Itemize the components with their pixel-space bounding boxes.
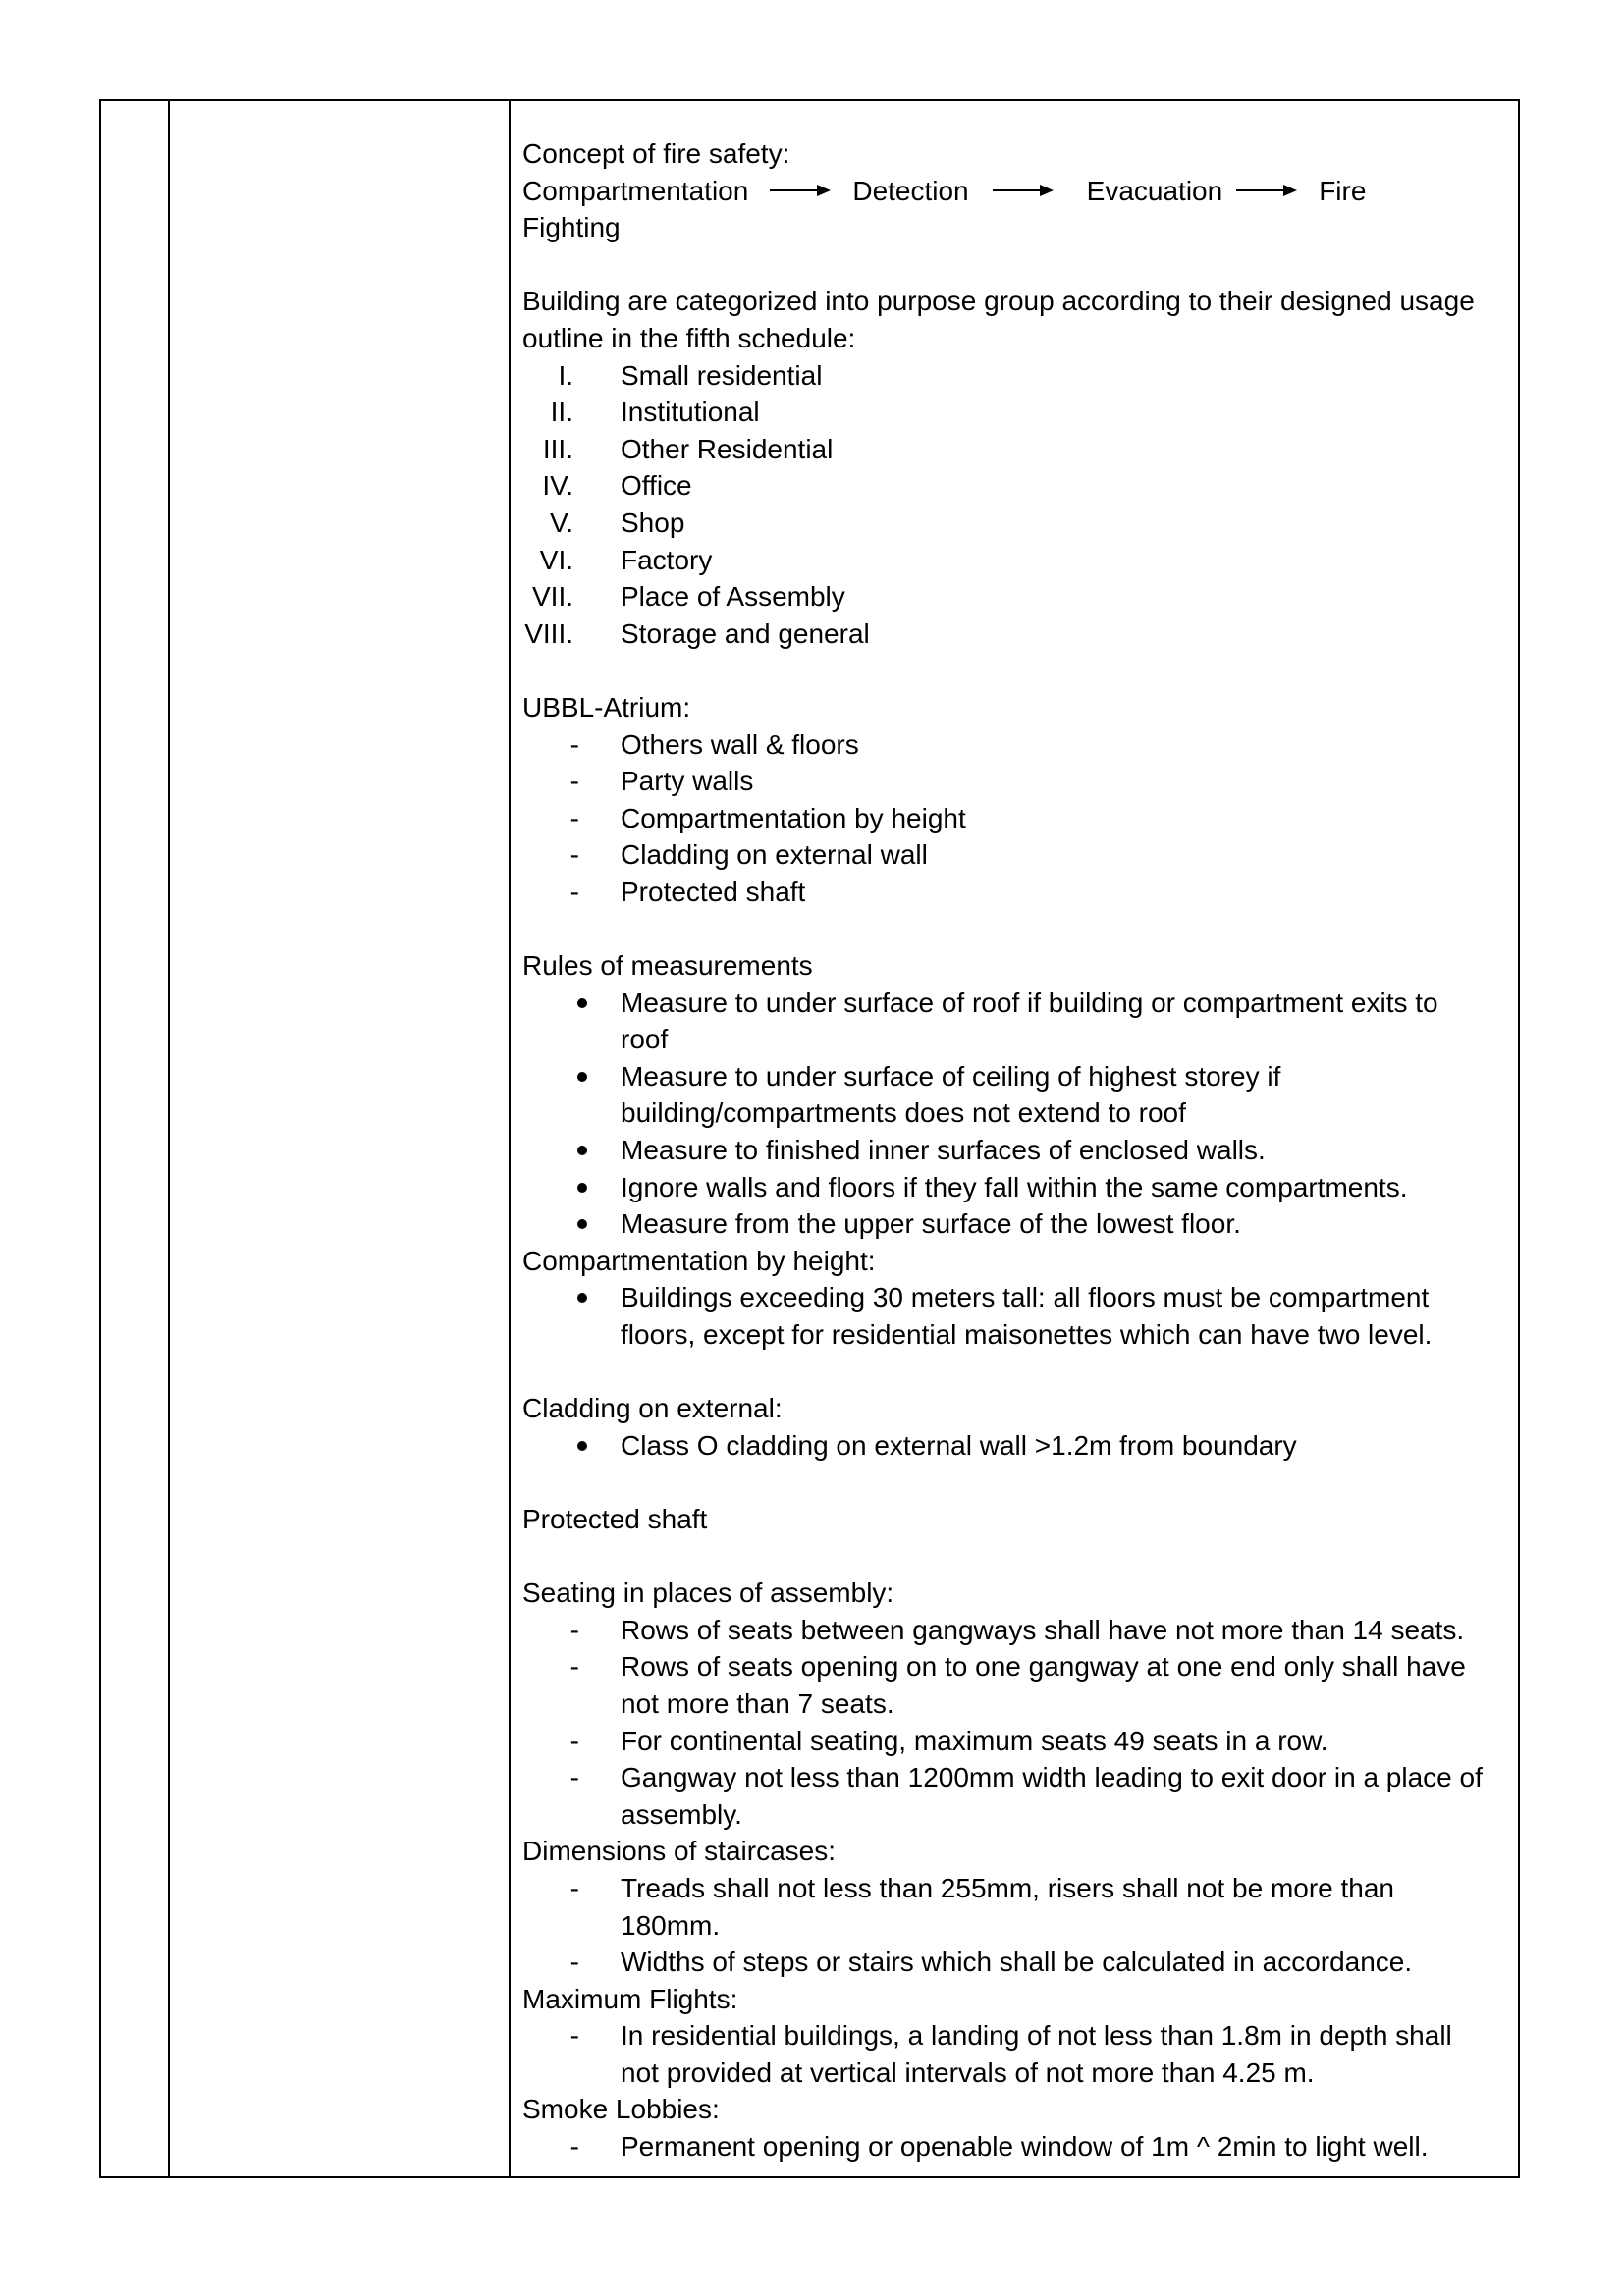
list-item-line: In residential buildings, a landing of not less than 1.8m in depth shall [621, 2020, 1452, 2052]
bullet-icon [522, 985, 587, 1008]
list-item [522, 357, 1504, 395]
list-item-text: Widths of steps or stairs which shall be calculated in accordance. [621, 1947, 1413, 1978]
dash-marker: - [569, 766, 579, 797]
list-item-text [621, 1870, 1504, 1944]
list-item [522, 836, 1504, 874]
list-item [522, 1427, 1504, 1465]
list-item-text: Others wall & floors [621, 728, 859, 760]
protected-shaft-title: Protected shaft [522, 1503, 708, 1534]
list-item-text [621, 2017, 1504, 2091]
column-divider [509, 101, 511, 2176]
list-item [522, 1648, 1504, 1722]
dash-marker: - [569, 1947, 579, 1978]
flow-step: Compartmentation [522, 175, 749, 206]
list-item-line: Measure to under surface of roof if building or compartment exits to [621, 987, 1438, 1018]
flights-title: Maximum Flights: [522, 1983, 738, 2014]
ubbl-title: UBBL-Atrium: [522, 691, 691, 722]
list-item-text: Protected shaft [621, 876, 806, 907]
list-item-text: Office [621, 470, 692, 502]
list-item-text: Storage and general [621, 617, 870, 649]
comp-height-title: Compartmentation by height: [522, 1245, 876, 1276]
dash-marker: - [569, 876, 579, 907]
list-item-text: Measure to finished inner surfaces of enclosed walls. [621, 1135, 1266, 1166]
list-item-line: assembly. [621, 1798, 742, 1830]
list-number: VIII. [524, 617, 573, 649]
list-item [522, 431, 1504, 468]
list-item-text: Shop [621, 507, 685, 538]
list-item-text [621, 1279, 1504, 1353]
dash-marker: - [569, 1725, 579, 1756]
rules-title: Rules of measurements [522, 950, 813, 982]
list-item-line: building/compartments does not extend to roof [621, 1097, 1186, 1129]
list-item-text [621, 1058, 1504, 1132]
content-cell [522, 135, 1504, 2165]
concept-flow [522, 173, 1504, 210]
dash-marker: - [569, 2020, 579, 2052]
bullet-icon [522, 1279, 587, 1303]
list-item-text: Small residential [621, 359, 823, 391]
list-item-text: Factory [621, 544, 713, 575]
list-item-text: Class O cladding on external wall >1.2m from boundary [621, 1429, 1297, 1461]
column-divider [168, 101, 170, 2176]
bullet-icon [522, 1132, 587, 1155]
list-item-text: Other Residential [621, 433, 834, 464]
bullet-icon [522, 1427, 587, 1451]
list-item-line: Treads shall not less than 255mm, risers shall not be more than [621, 1872, 1395, 1903]
list-number: VII. [531, 581, 573, 613]
arrow-right-icon [993, 184, 1054, 197]
list-item-text: Rows of seats between gangways shall have not more than 14 seats. [621, 1614, 1465, 1645]
list-item-line: roof [621, 1024, 669, 1055]
list-item [522, 1169, 1504, 1206]
list-item-text [621, 985, 1504, 1058]
arrow-right-icon [770, 184, 831, 197]
list-item [522, 2017, 1504, 2091]
list-number: V. [550, 507, 573, 538]
list-item [522, 1944, 1504, 1981]
list-item-line: floors, except for residential maisonettes which can have two level. [621, 1319, 1433, 1350]
list-number: IV. [542, 470, 573, 502]
bullet-icon [522, 1169, 587, 1193]
concept-title: Concept of fire safety: [522, 138, 790, 169]
list-number: VI. [539, 544, 573, 575]
dash-marker: - [569, 802, 579, 833]
list-item [522, 542, 1504, 579]
list-item [522, 800, 1504, 837]
dash-marker: - [569, 1614, 579, 1645]
list-item [522, 615, 1504, 653]
list-item [522, 874, 1504, 911]
dash-marker: - [569, 839, 579, 871]
list-item [522, 1279, 1504, 1353]
list-item-text: Compartmentation by height [621, 802, 966, 833]
list-item [522, 467, 1504, 505]
lobbies-title: Smoke Lobbies: [522, 2094, 720, 2125]
flow-step-continued: Fighting [522, 212, 621, 243]
list-item-line: Rows of seats opening on to one gangway at one end only shall have [621, 1651, 1466, 1682]
list-item-text [621, 1648, 1504, 1722]
list-item-line: not provided at vertical intervals of not more than 4.25 m. [621, 2056, 1315, 2088]
bullet-icon [522, 1205, 587, 1229]
list-item-text: Party walls [621, 766, 754, 797]
list-item [522, 1132, 1504, 1169]
list-item [522, 1612, 1504, 1649]
purpose-intro: Building are categorized into purpose group according to their designed usage [522, 286, 1475, 317]
list-item-line: Buildings exceeding 30 meters tall: all floors must be compartment [621, 1282, 1430, 1313]
list-item [522, 985, 1504, 1058]
list-item-text: For continental seating, maximum seats 49 seats in a row. [621, 1725, 1328, 1756]
staircases-title: Dimensions of staircases: [522, 1836, 837, 1867]
list-item-text: Place of Assembly [621, 581, 845, 613]
list-item-line: not more than 7 seats. [621, 1687, 894, 1719]
list-number: II. [550, 397, 573, 428]
arrow-right-icon [1236, 184, 1297, 197]
list-item-line: 180mm. [621, 1909, 721, 1941]
dash-marker: - [569, 2131, 579, 2163]
list-item [522, 1205, 1504, 1243]
list-item [522, 726, 1504, 764]
bullet-icon [522, 1058, 587, 1082]
flow-step: Detection [852, 175, 969, 206]
dash-marker: - [569, 1872, 579, 1903]
dash-marker: - [569, 1762, 579, 1793]
list-item [522, 1870, 1504, 1944]
list-item-text: Permanent opening or openable window of 1m ^ 2min to light well. [621, 2131, 1429, 2163]
flow-step: Fire [1319, 175, 1367, 206]
list-item [522, 1723, 1504, 1760]
purpose-intro: outline in the fifth schedule: [522, 322, 856, 353]
list-item-text [621, 1759, 1504, 1833]
list-item [522, 763, 1504, 800]
list-item [522, 1058, 1504, 1132]
dash-marker: - [569, 728, 579, 760]
list-item [522, 2128, 1504, 2165]
list-item [522, 578, 1504, 615]
flow-step: Evacuation [1086, 175, 1223, 206]
list-number: I. [558, 359, 573, 391]
list-item-line: Gangway not less than 1200mm width leading to exit door in a place of [621, 1762, 1483, 1793]
list-item-line: Measure to under surface of ceiling of highest storey if [621, 1060, 1281, 1092]
list-number: III. [542, 433, 573, 464]
cladding-title: Cladding on external: [522, 1393, 783, 1424]
list-item-text: Institutional [621, 397, 760, 428]
list-item [522, 505, 1504, 542]
seating-title: Seating in places of assembly: [522, 1577, 894, 1609]
list-item [522, 1759, 1504, 1833]
list-item [522, 394, 1504, 431]
list-item-text: Ignore walls and floors if they fall within the same compartments. [621, 1171, 1408, 1202]
list-item-text: Measure from the upper surface of the lowest floor. [621, 1208, 1241, 1240]
list-item-text: Cladding on external wall [621, 839, 928, 871]
dash-marker: - [569, 1651, 579, 1682]
